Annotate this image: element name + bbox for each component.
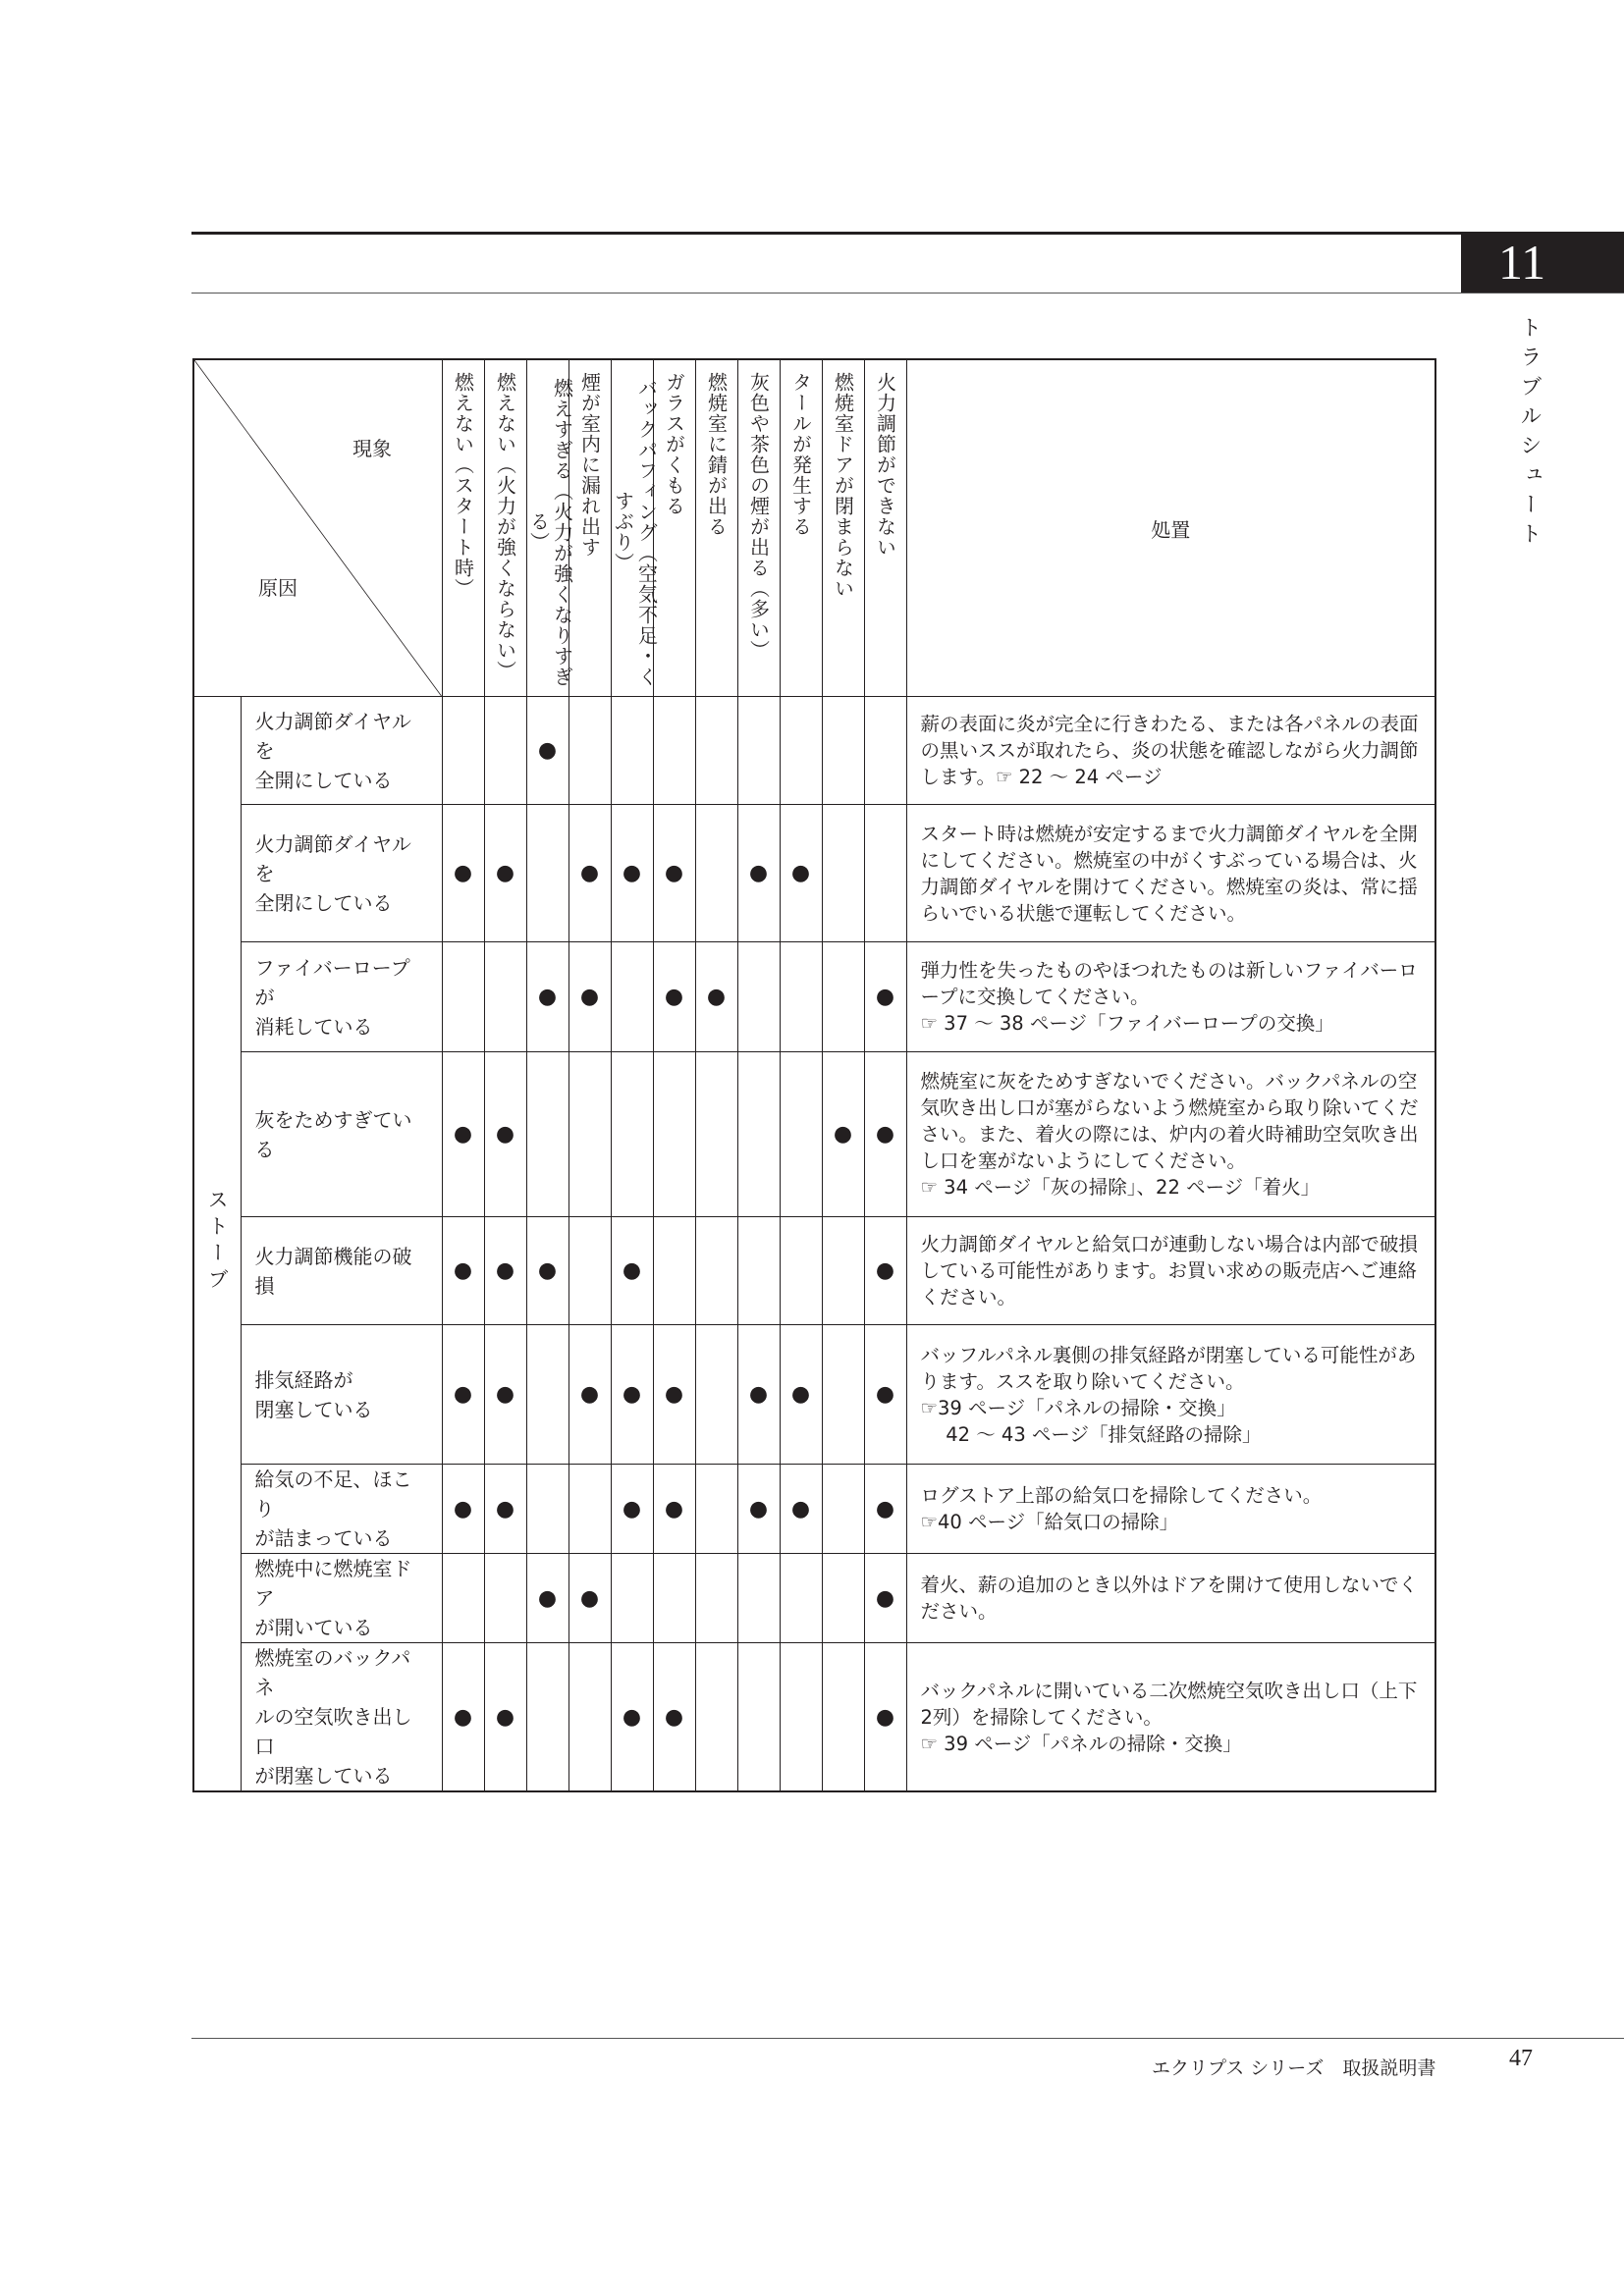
table-row — [193, 1325, 1435, 1465]
action-column-header: 処置 — [906, 359, 1435, 697]
cause-cell: 燃焼中に燃焼室ドア が開いている — [241, 1554, 442, 1643]
symptom-label: 灰色や茶色の煙が出る（多い） — [746, 372, 771, 661]
table-row — [193, 697, 1435, 805]
symptom-mark-empty — [822, 697, 864, 805]
symptom-mark-dot: ● — [484, 1643, 526, 1792]
cause-cell: 火力調節機能の破損 — [241, 1217, 442, 1325]
symptom-mark-empty — [780, 1643, 822, 1792]
symptom-mark-dot: ● — [568, 942, 611, 1052]
symptom-label: 燃えすぎる（火力が強くなりすぎる） — [526, 377, 574, 687]
symptom-mark-empty — [526, 1325, 568, 1465]
symptom-mark-empty — [611, 1554, 653, 1643]
symptom-mark-empty — [442, 942, 484, 1052]
table-row — [193, 1643, 1435, 1792]
symptom-label: バックパフィング（空気不足・くすぶり） — [611, 377, 659, 687]
symptom-mark-dot: ● — [780, 1325, 822, 1465]
action-cell: 着火、薪の追加のとき以外はドアを開けて使用しないでください。 — [906, 1554, 1435, 1643]
symptom-label: 煙が室内に漏れ出す — [577, 372, 602, 558]
symptom-mark-empty — [695, 697, 737, 805]
symptom-mark-empty — [442, 1554, 484, 1643]
symptom-column-header — [484, 359, 526, 697]
symptom-mark-empty — [695, 1217, 737, 1325]
symptom-mark-empty — [737, 697, 780, 805]
symptom-mark-empty — [653, 1217, 695, 1325]
section-side-title: トラブルシュート — [1517, 316, 1542, 552]
symptom-label: 燃えない（火力が強くならない） — [493, 372, 517, 681]
symptom-mark-dot: ● — [864, 1465, 906, 1554]
symptom-mark-dot: ● — [526, 697, 568, 805]
symptom-mark-empty — [484, 1554, 526, 1643]
symptom-column-header — [695, 359, 737, 697]
footer-manual-title: エクリプス シリーズ 取扱説明書 — [1152, 2057, 1436, 2079]
symptom-mark-empty — [780, 1554, 822, 1643]
symptom-mark-dot: ● — [484, 1217, 526, 1325]
symptom-mark-dot: ● — [611, 1325, 653, 1465]
table-row — [193, 1052, 1435, 1217]
symptom-mark-dot: ● — [442, 1052, 484, 1217]
symptom-mark-dot: ● — [653, 942, 695, 1052]
symptom-mark-dot: ● — [737, 805, 780, 942]
symptom-mark-dot: ● — [442, 1465, 484, 1554]
symptom-mark-empty — [822, 805, 864, 942]
symptom-mark-empty — [526, 1465, 568, 1554]
action-cell: バッフルパネル裏側の排気経路が閉塞している可能性があります。ススを取り除いてください。 ☞39 ページ「パネルの掃除・交換」 42 ～ 43 ページ「排気経路の掃除」 — [906, 1325, 1435, 1465]
action-cell: 燃焼室に灰をためすぎないでください。バックパネルの空気吹き出し口が塞がらないよう燃焼室から取り除いてください。また、着火の際には、炉内の着火時補助空気吹き出し口を塞がないようにしてください。 ☞ 34 ページ「灰の掃除」、22 ページ「着火」 — [906, 1052, 1435, 1217]
symptom-mark-empty — [737, 1554, 780, 1643]
symptom-mark-empty — [864, 805, 906, 942]
action-cell: ログストア上部の給気口を掃除してください。 ☞40 ページ「給気口の掃除」 — [906, 1465, 1435, 1554]
symptom-mark-empty — [568, 1052, 611, 1217]
symptom-mark-dot: ● — [780, 1465, 822, 1554]
table-row — [193, 1217, 1435, 1325]
symptom-mark-dot: ● — [526, 1554, 568, 1643]
symptom-mark-empty — [780, 942, 822, 1052]
table-row — [193, 942, 1435, 1052]
symptom-mark-empty — [695, 1052, 737, 1217]
symptom-mark-empty — [611, 942, 653, 1052]
action-cell: 薪の表面に炎が完全に行きわたる、または各パネルの表面の黒いススが取れたら、炎の状態を確認しながら火力調節します。☞ 22 ～ 24 ページ — [906, 697, 1435, 805]
symptom-mark-dot: ● — [737, 1325, 780, 1465]
symptom-mark-dot: ● — [442, 1325, 484, 1465]
cause-cell: ファイバーロープが 消耗している — [241, 942, 442, 1052]
table-row — [193, 1465, 1435, 1554]
corner-label-cause: 原因 — [258, 576, 298, 600]
symptom-mark-empty — [822, 1554, 864, 1643]
symptom-column-header — [568, 359, 611, 697]
corner-diagonal-line — [194, 360, 442, 696]
symptom-mark-empty — [568, 697, 611, 805]
symptom-mark-dot: ● — [864, 1554, 906, 1643]
symptom-mark-empty — [442, 697, 484, 805]
symptom-column-header — [737, 359, 780, 697]
symptom-mark-empty — [737, 942, 780, 1052]
chapter-number-badge — [1461, 232, 1624, 293]
symptom-mark-dot: ● — [484, 1325, 526, 1465]
symptom-label: ガラスがくもる — [662, 372, 686, 516]
symptom-mark-empty — [653, 697, 695, 805]
symptom-mark-empty — [780, 1217, 822, 1325]
symptom-mark-empty — [695, 1325, 737, 1465]
troubleshooting-table — [192, 358, 1436, 1792]
symptom-mark-dot: ● — [653, 1325, 695, 1465]
symptom-mark-dot: ● — [568, 1554, 611, 1643]
symptom-mark-dot: ● — [442, 805, 484, 942]
action-cell: バックパネルに開いている二次燃焼空気吹き出し口（上下2列）を掃除してください。 ☞ 39 ページ「パネルの掃除・交換」 — [906, 1643, 1435, 1792]
symptom-mark-dot: ● — [611, 805, 653, 942]
page-number: 47 — [1509, 2046, 1533, 2071]
symptom-label: タールが発生する — [788, 372, 813, 537]
action-cell: 弾力性を失ったものやほつれたものは新しいファイバーロープに交換してください。 ☞ 37 ～ 38 ページ「ファイバーロープの交換」 — [906, 942, 1435, 1052]
symptom-mark-empty — [695, 1554, 737, 1643]
cause-cell: 排気経路が 閉塞している — [241, 1325, 442, 1465]
symptom-mark-dot: ● — [611, 1217, 653, 1325]
cause-cell: 給気の不足、ほこり が詰まっている — [241, 1465, 442, 1554]
symptom-mark-empty — [822, 1217, 864, 1325]
symptom-mark-empty — [864, 697, 906, 805]
symptom-mark-dot: ● — [737, 1465, 780, 1554]
symptom-mark-dot: ● — [653, 1643, 695, 1792]
symptom-mark-empty — [611, 1052, 653, 1217]
symptom-mark-empty — [780, 697, 822, 805]
symptom-label: 燃焼室に錆が出る — [704, 372, 729, 537]
symptom-mark-empty — [737, 1052, 780, 1217]
corner-label-symptom: 現象 — [352, 437, 392, 460]
corner-header-cell — [193, 359, 442, 697]
symptom-mark-dot: ● — [526, 942, 568, 1052]
header-rule — [191, 232, 1624, 235]
symptom-column-header — [822, 359, 864, 697]
symptom-mark-dot: ● — [484, 805, 526, 942]
action-cell: スタート時は燃焼が安定するまで火力調節ダイヤルを全開にしてください。燃焼室の中がくすぶっている場合は、火力調節ダイヤルを開けてください。燃焼室の炎は、常に揺らいでいる状態で運転してください。 — [906, 805, 1435, 942]
symptom-mark-empty — [822, 1643, 864, 1792]
symptom-mark-dot: ● — [695, 942, 737, 1052]
symptom-label: 燃えない（スタート時） — [451, 372, 475, 599]
symptom-mark-dot: ● — [864, 942, 906, 1052]
symptom-mark-empty — [484, 942, 526, 1052]
symptom-mark-dot: ● — [780, 805, 822, 942]
table-row — [193, 805, 1435, 942]
action-cell: 火力調節ダイヤルと給気口が連動しない場合は内部で破損している可能性があります。お買い求めの販売店へご連絡ください。 — [906, 1217, 1435, 1325]
symptom-label: 燃焼室ドアが閉まらない — [831, 372, 855, 599]
group-label-cell — [193, 697, 241, 1792]
cause-cell: 火力調節ダイヤルを 全開にしている — [241, 697, 442, 805]
symptom-mark-dot: ● — [822, 1052, 864, 1217]
symptom-mark-empty — [695, 805, 737, 942]
symptom-mark-dot: ● — [568, 805, 611, 942]
symptom-mark-dot: ● — [864, 1217, 906, 1325]
symptom-mark-empty — [822, 1465, 864, 1554]
footer-rule — [191, 2038, 1624, 2039]
symptom-column-header — [780, 359, 822, 697]
symptom-column-header — [611, 359, 659, 697]
symptom-label: 火力調節ができない — [873, 372, 897, 558]
symptom-mark-empty — [695, 1643, 737, 1792]
symptom-column-header — [653, 359, 695, 697]
symptom-mark-dot: ● — [526, 1217, 568, 1325]
table-body — [193, 697, 1435, 1792]
cause-cell: 灰をためすぎている — [241, 1052, 442, 1217]
symptom-mark-empty — [737, 1643, 780, 1792]
symptom-mark-dot: ● — [568, 1325, 611, 1465]
chapter-number: 11 — [1498, 235, 1546, 290]
symptom-mark-empty — [568, 1217, 611, 1325]
symptom-mark-empty — [484, 697, 526, 805]
symptom-mark-empty — [526, 1643, 568, 1792]
symptom-mark-dot: ● — [653, 1465, 695, 1554]
symptom-mark-dot: ● — [864, 1643, 906, 1792]
symptom-mark-dot: ● — [611, 1465, 653, 1554]
symptom-mark-empty — [780, 1052, 822, 1217]
symptom-mark-empty — [695, 1465, 737, 1554]
symptom-mark-empty — [822, 1325, 864, 1465]
cause-cell: 火力調節ダイヤルを 全閉にしている — [241, 805, 442, 942]
symptom-mark-dot: ● — [442, 1217, 484, 1325]
table-header-row — [193, 359, 1435, 697]
symptom-column-header — [442, 359, 484, 697]
symptom-mark-dot: ● — [611, 1643, 653, 1792]
header-thin-rule — [191, 293, 1624, 294]
symptom-mark-empty — [526, 805, 568, 942]
symptom-mark-dot: ● — [484, 1052, 526, 1217]
symptom-mark-empty — [568, 1465, 611, 1554]
symptom-mark-dot: ● — [864, 1325, 906, 1465]
table-row — [193, 1554, 1435, 1643]
symptom-mark-dot: ● — [442, 1643, 484, 1792]
symptom-mark-empty — [653, 1052, 695, 1217]
symptom-mark-dot: ● — [653, 805, 695, 942]
symptom-column-header — [526, 359, 574, 697]
symptom-mark-empty — [822, 942, 864, 1052]
cause-cell: 燃焼室のバックパネ ルの空気吹き出し口 が閉塞している — [241, 1643, 442, 1792]
symptom-mark-empty — [526, 1052, 568, 1217]
symptom-mark-empty — [568, 1643, 611, 1792]
symptom-mark-dot: ● — [484, 1465, 526, 1554]
symptom-mark-empty — [737, 1217, 780, 1325]
symptom-mark-dot: ● — [864, 1052, 906, 1217]
symptom-column-header — [864, 359, 906, 697]
group-label: ストーブ — [205, 1189, 230, 1295]
symptom-mark-empty — [611, 697, 653, 805]
symptom-mark-empty — [653, 1554, 695, 1643]
